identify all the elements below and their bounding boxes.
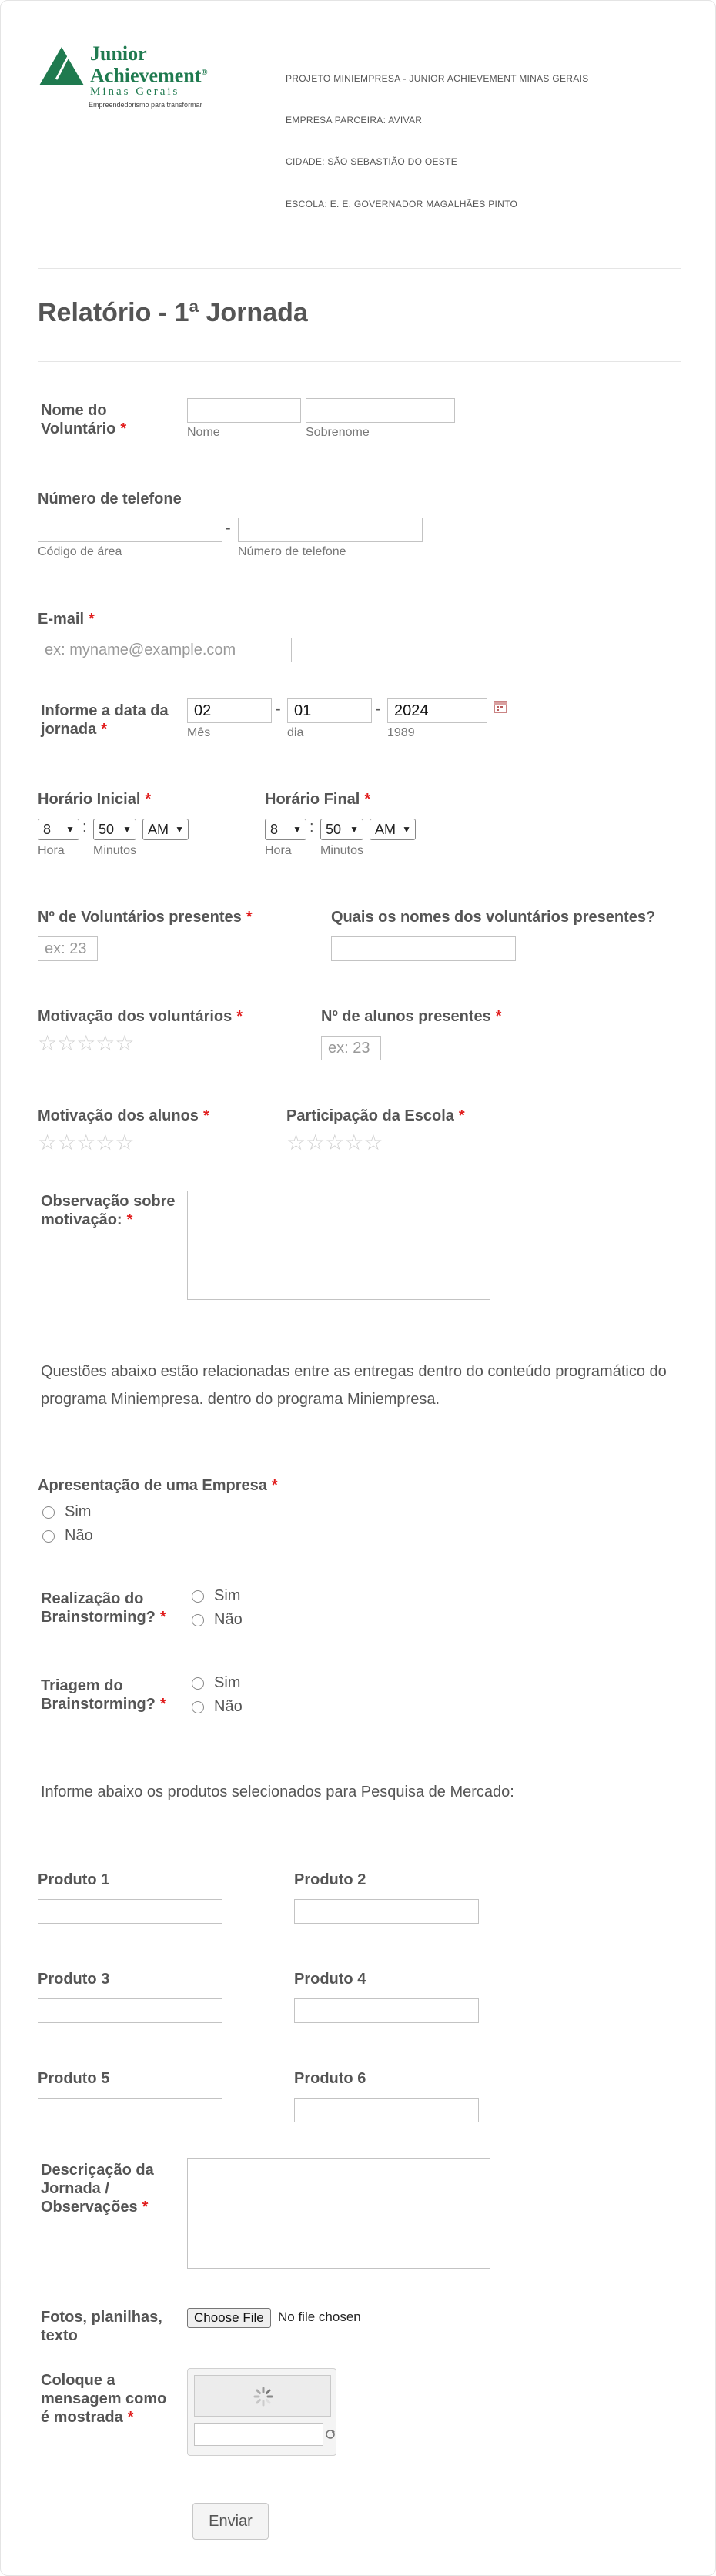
volunteer-motivation-label-text: Motivação dos voluntários: [38, 1008, 233, 1025]
brainstorming-triage-label-text: Triagem do Brainstorming?: [41, 1677, 156, 1713]
school-participation-label: [286, 1107, 465, 1125]
product-1-input[interactable]: [38, 1899, 222, 1924]
date-day-input[interactable]: 01: [287, 698, 372, 723]
end-time-label: [265, 790, 370, 809]
product-4-input[interactable]: [294, 1998, 479, 2023]
page-title: Relatório - 1ª Jornada: [38, 298, 308, 327]
company-presentation-yes-label: Sim: [65, 1503, 92, 1520]
brainstorming-label: [41, 1589, 176, 1626]
product-5-input[interactable]: [38, 2098, 222, 2122]
logo-line1: Junior: [90, 42, 147, 65]
date-year-input[interactable]: 2024: [387, 698, 487, 723]
required-mark: *: [101, 721, 108, 738]
required-mark: *: [458, 1107, 465, 1124]
students-count-input[interactable]: ex: 23: [321, 1036, 381, 1060]
captcha-box: [187, 2368, 336, 2456]
required-mark: *: [142, 2199, 149, 2216]
student-motivation-label: [38, 1107, 209, 1125]
start-ampm-select[interactable]: [142, 819, 189, 840]
volunteer-motivation-label: [38, 1007, 243, 1026]
email-input[interactable]: ex: myname@example.com: [38, 638, 292, 662]
triage-yes-label: Sim: [214, 1674, 241, 1691]
chevron-down-icon: ▼: [175, 824, 184, 835]
date-separator: -: [376, 701, 381, 718]
calendar-icon[interactable]: [494, 699, 507, 713]
brainstorming-no-label: Não: [214, 1611, 243, 1628]
chevron-down-icon: ▼: [293, 824, 302, 835]
student-motivation-rating[interactable]: ☆☆☆☆☆: [38, 1131, 135, 1154]
captcha-image: [194, 2375, 331, 2417]
required-mark: *: [246, 909, 253, 926]
required-mark: *: [159, 1696, 166, 1713]
description-label-text: Descriçação da Jornada / Observações: [41, 2162, 154, 2216]
start-hour-select[interactable]: [38, 819, 79, 840]
required-mark: *: [236, 1008, 243, 1025]
company-presentation-yes-radio[interactable]: [42, 1506, 55, 1519]
brainstorming-yes-radio[interactable]: [192, 1590, 204, 1603]
required-mark: *: [127, 2409, 134, 2426]
end-ampm-select[interactable]: [370, 819, 416, 840]
required-mark: *: [495, 1008, 502, 1025]
company-presentation-no-radio[interactable]: [42, 1530, 55, 1543]
email-label: [38, 610, 95, 628]
date-label: [41, 702, 183, 739]
product-1-label: Produto 1: [38, 1871, 110, 1888]
date-year-sublabel: 1989: [387, 726, 415, 739]
motivation-notes-label-text: Observação sobre motivação:: [41, 1193, 176, 1228]
time-colon: :: [82, 819, 87, 836]
chevron-down-icon: ▼: [350, 824, 359, 835]
volunteer-name-label-text: Nome do Voluntário: [41, 402, 116, 437]
triage-no-label: Não: [214, 1698, 243, 1715]
phone-label: Número de telefone: [38, 491, 182, 507]
phone-number-input[interactable]: [238, 518, 423, 542]
end-minute-value: 50: [326, 822, 342, 837]
product-2-label: Produto 2: [294, 1871, 366, 1888]
students-count-label-text: Nº de alunos presentes: [321, 1008, 491, 1025]
triage-no-radio[interactable]: [192, 1701, 204, 1713]
product-5-label: Produto 5: [38, 2070, 110, 2087]
files-label: Fotos, planilhas, texto: [41, 2309, 162, 2344]
chevron-down-icon: ▼: [122, 824, 132, 835]
file-status: No file chosen: [278, 2310, 361, 2324]
required-mark: *: [159, 1609, 166, 1626]
date-label-text: Informe a data da jornada: [41, 702, 169, 738]
choose-file-button[interactable]: Choose File: [187, 2308, 271, 2328]
triage-yes-radio[interactable]: [192, 1677, 204, 1690]
last-name-sublabel: Sobrenome: [306, 426, 370, 439]
volunteer-name-label: [41, 401, 176, 438]
header-info-city: CIDADE: SÃO SEBASTIÃO DO OESTE: [286, 156, 458, 167]
phone-separator: -: [226, 520, 231, 537]
company-presentation-label-text: Apresentação de uma Empresa: [38, 1477, 267, 1494]
volunteers-names-input[interactable]: [331, 936, 516, 961]
start-minute-sublabel: Minutos: [93, 844, 137, 857]
phone-number-sublabel: Número de telefone: [238, 545, 346, 558]
volunteers-count-label: [38, 908, 253, 926]
start-time-label: [38, 790, 151, 809]
start-minute-select[interactable]: [93, 819, 136, 840]
captcha-label: [41, 2371, 179, 2427]
required-mark: *: [120, 420, 127, 437]
student-motivation-label-text: Motivação dos alunos: [38, 1107, 199, 1124]
end-minute-sublabel: Minutos: [320, 844, 364, 857]
product-6-input[interactable]: [294, 2098, 479, 2122]
school-participation-rating[interactable]: ☆☆☆☆☆: [286, 1131, 383, 1154]
products-intro-text: Informe abaixo os produtos selecionados para Pesquisa de Mercado:: [41, 1784, 514, 1801]
first-name-input[interactable]: [187, 398, 301, 423]
required-mark: *: [126, 1211, 133, 1228]
required-mark: *: [145, 791, 152, 808]
product-3-input[interactable]: [38, 1998, 222, 2023]
end-ampm-value: AM: [375, 822, 396, 837]
last-name-input[interactable]: [306, 398, 455, 423]
program-intro-text: Questões abaixo estão relacionadas entre as entregas dentro do conteúdo programático do programa Miniempresa. dentro do programa Miniempresa.: [41, 1363, 667, 1408]
end-time-label-text: Horário Final: [265, 791, 360, 808]
required-mark: *: [271, 1477, 278, 1494]
area-code-sublabel: Código de área: [38, 545, 122, 558]
volunteers-count-label-text: Nº de Voluntários presentes: [38, 909, 242, 926]
end-hour-value: 8: [270, 822, 279, 837]
end-hour-select[interactable]: [265, 819, 306, 840]
loading-spinner-icon: [253, 2387, 273, 2407]
product-3-label: Produto 3: [38, 1971, 110, 1988]
end-hour-sublabel: Hora: [265, 844, 292, 857]
date-month-sublabel: Mês: [187, 726, 211, 739]
students-count-label: [321, 1007, 502, 1026]
required-mark: *: [89, 611, 95, 628]
product-2-input[interactable]: [294, 1899, 479, 1924]
logo-tagline: Empreendedorismo para transformar: [89, 101, 202, 109]
date-separator: -: [276, 701, 281, 718]
logo: [38, 44, 222, 118]
volunteers-names-label: Quais os nomes dos voluntários presentes?: [331, 909, 656, 926]
required-mark: *: [364, 791, 371, 808]
start-hour-value: 8: [43, 822, 52, 837]
chevron-down-icon: ▼: [402, 824, 411, 835]
refresh-icon[interactable]: [325, 2429, 336, 2440]
logo-line2: [90, 62, 208, 86]
logo-line2-text: Achievement: [90, 64, 202, 87]
divider: [38, 268, 681, 269]
start-time-label-text: Horário Inicial: [38, 791, 141, 808]
submit-button[interactable]: Enviar: [192, 2503, 269, 2540]
product-6-label: Produto 6: [294, 2070, 366, 2087]
header-info-project: PROJETO MINIEMPRESA - JUNIOR ACHIEVEMENT MINAS GERAIS: [286, 73, 589, 84]
junior-achievement-logo-icon: [38, 45, 85, 87]
end-minute-select[interactable]: [320, 819, 363, 840]
volunteer-motivation-rating[interactable]: ☆☆☆☆☆: [38, 1031, 135, 1055]
brainstorming-no-radio[interactable]: [192, 1614, 204, 1626]
brainstorming-triage-label: [41, 1677, 176, 1713]
logo-trademark: ®: [201, 68, 208, 77]
start-hour-sublabel: Hora: [38, 844, 65, 857]
first-name-sublabel: Nome: [187, 426, 220, 439]
product-4-label: Produto 4: [294, 1971, 366, 1988]
captcha-label-text: Coloque a mensagem como é mostrada: [41, 2372, 167, 2426]
description-label: [41, 2161, 164, 2216]
captcha-input[interactable]: [194, 2423, 323, 2446]
logo-line3: Minas Gerais: [90, 85, 180, 98]
motivation-notes-label: [41, 1192, 179, 1229]
school-participation-label-text: Participação da Escola: [286, 1107, 454, 1124]
company-presentation-label: [38, 1476, 278, 1495]
brainstorming-label-text: Realização do Brainstorming?: [41, 1590, 156, 1626]
divider: [38, 361, 681, 362]
volunteers-count-input[interactable]: ex: 23: [38, 936, 98, 961]
date-day-sublabel: dia: [287, 726, 304, 739]
date-month-input[interactable]: 02: [187, 698, 272, 723]
start-ampm-value: AM: [148, 822, 169, 837]
company-presentation-no-label: Não: [65, 1527, 93, 1544]
chevron-down-icon: ▼: [65, 824, 75, 835]
email-label-text: E-mail: [38, 611, 85, 628]
time-colon: :: [309, 819, 314, 836]
brainstorming-yes-label: Sim: [214, 1587, 241, 1604]
motivation-notes-textarea[interactable]: [187, 1191, 490, 1300]
start-minute-value: 50: [99, 822, 115, 837]
header-info-school: ESCOLA: E. E. GOVERNADOR MAGALHÃES PINTO: [286, 199, 518, 209]
area-code-input[interactable]: [38, 518, 222, 542]
description-textarea[interactable]: [187, 2158, 490, 2269]
required-mark: *: [202, 1107, 209, 1124]
header-info-company: EMPRESA PARCEIRA: AVIVAR: [286, 115, 423, 126]
